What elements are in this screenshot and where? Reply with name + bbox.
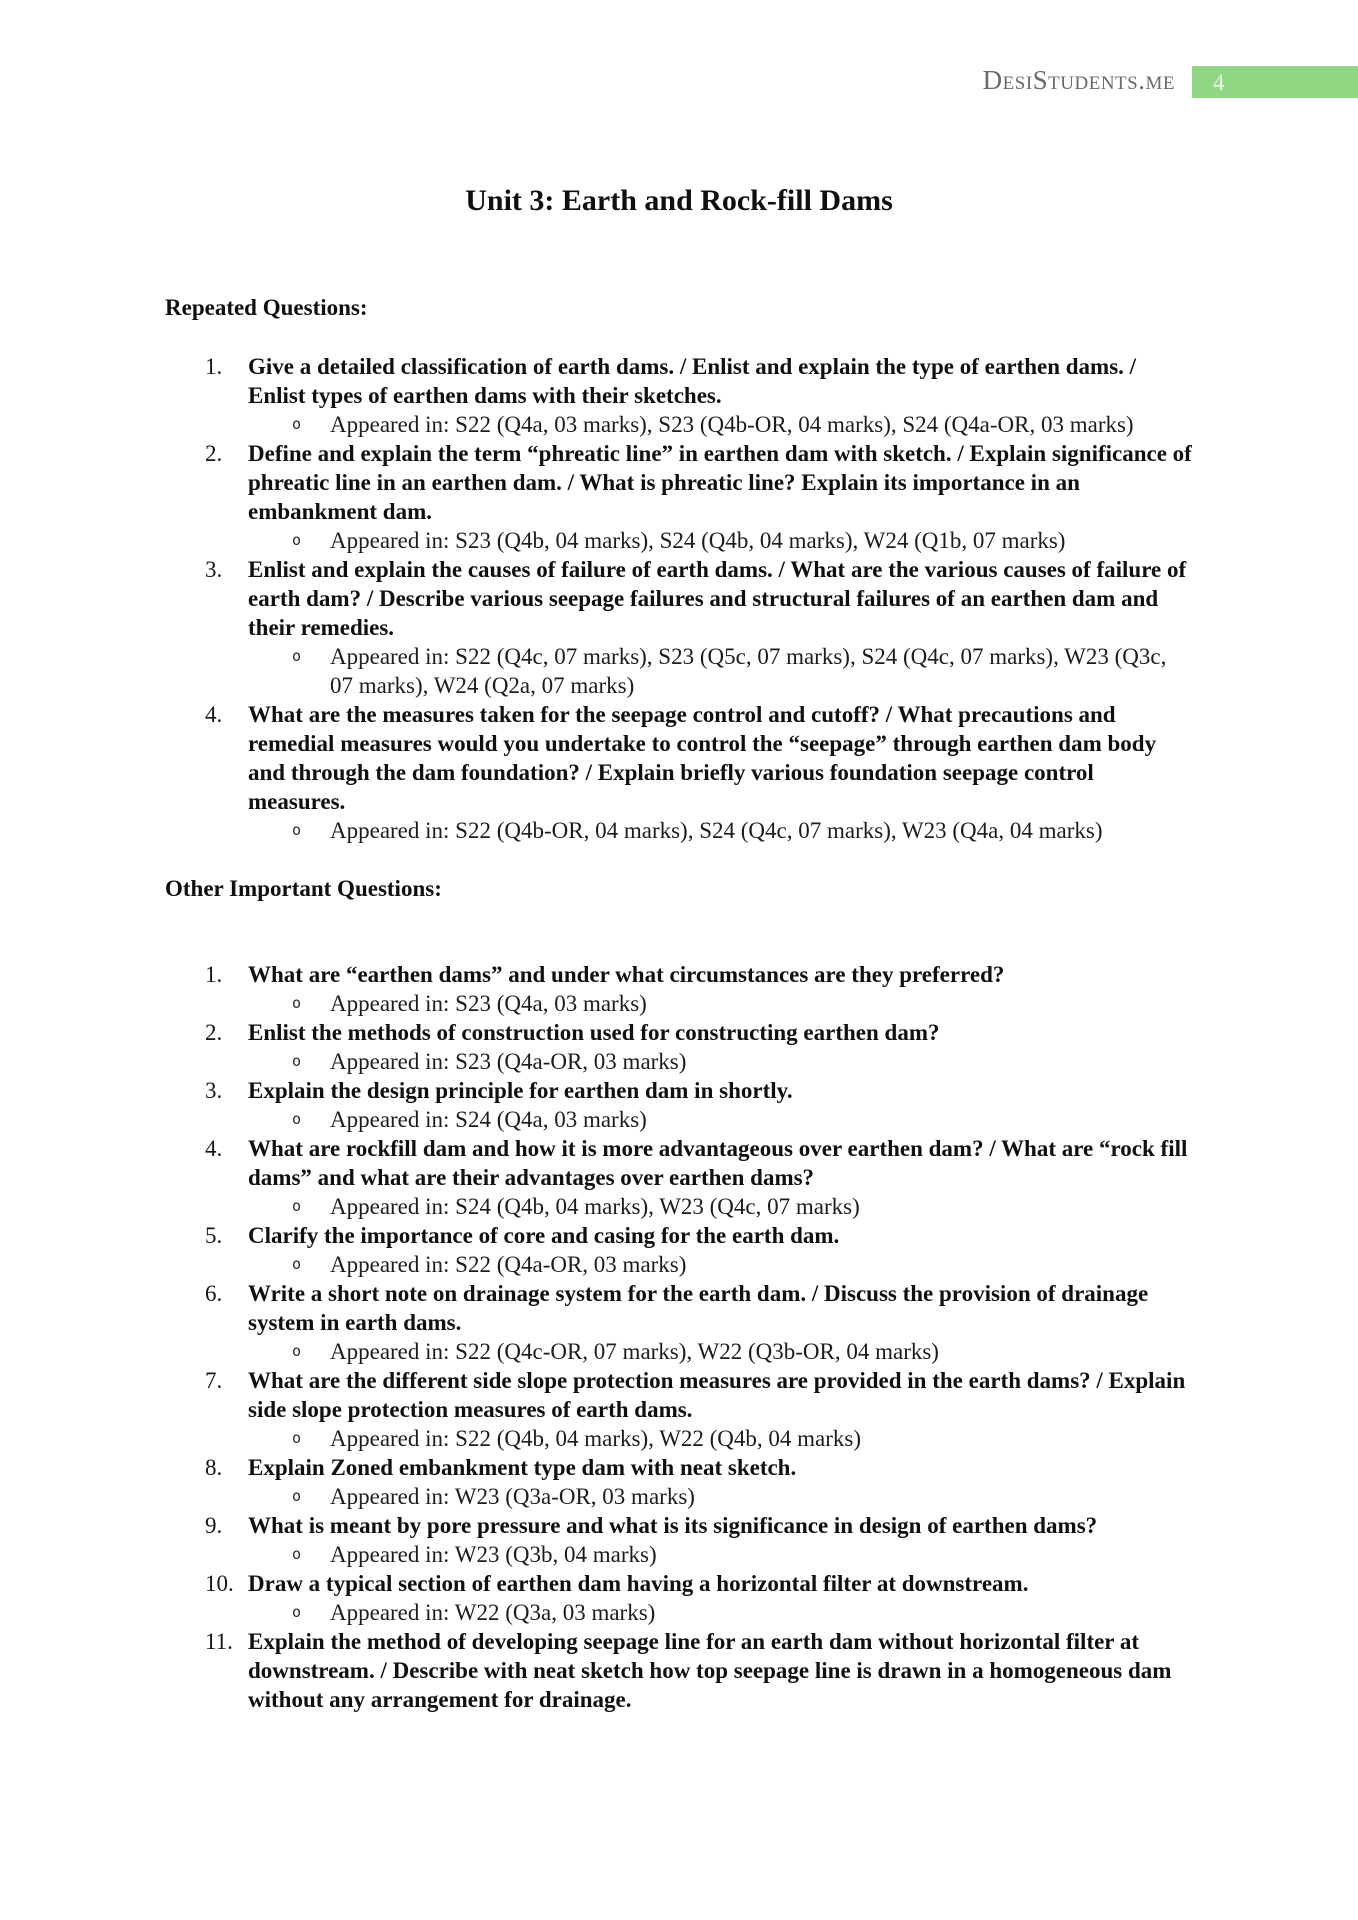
question-item: [165, 1569, 1193, 1627]
appeared-in-row: [292, 1337, 1193, 1366]
appeared-in-row: [292, 1192, 1193, 1221]
section-heading-other: Other Important Questions:: [165, 876, 442, 901]
appeared-in-text: Appeared in: S24 (Q4a, 03 marks): [330, 1107, 647, 1132]
section-repeated-questions: [165, 293, 1193, 845]
circle-bullet-icon: o: [292, 1487, 302, 1505]
circle-bullet-icon: o: [292, 1603, 302, 1621]
appeared-in-text: Appeared in: S23 (Q4a-OR, 03 marks): [330, 1049, 687, 1074]
appeared-in-row: [292, 410, 1193, 439]
question-text: What are the measures taken for the seepage control and cutoff? / What precautions and remedial measures would you undertake to control the “seepage” through earthen dam body and through the dam foundation? / Explain briefly various foundation seepage control measures.: [248, 702, 1157, 814]
appeared-in-row: [292, 1105, 1193, 1134]
question-list-repeated: [165, 352, 1193, 845]
circle-bullet-icon: o: [292, 994, 302, 1012]
question-list-other: [165, 960, 1193, 1714]
appeared-in-text: Appeared in: S24 (Q4b, 04 marks), W23 (Q4c, 07 marks): [330, 1194, 860, 1219]
circle-bullet-icon: o: [292, 821, 302, 839]
question-item: [165, 1221, 1193, 1279]
appeared-in-row: [292, 816, 1193, 845]
question-item: [165, 1018, 1193, 1076]
circle-bullet-icon: o: [292, 415, 302, 433]
question-number: 10.: [205, 1571, 234, 1596]
question-number: 4.: [205, 702, 223, 727]
question-text: What are “earthen dams” and under what circumstances are they preferred?: [248, 962, 1005, 987]
question-number: 1.: [205, 962, 223, 987]
section-other-important-questions: [165, 874, 1193, 1714]
appeared-in-row: [292, 1047, 1193, 1076]
appeared-in-row: [292, 989, 1193, 1018]
question-text: Write a short note on drainage system for the earth dam. / Discuss the provision of drainage system in earth dams.: [248, 1281, 1149, 1335]
question-text: Draw a typical section of earthen dam having a horizontal filter at downstream.: [248, 1571, 1029, 1596]
appeared-in-text: Appeared in: S22 (Q4c-OR, 07 marks), W22 (Q3b-OR, 04 marks): [330, 1339, 939, 1364]
site-brand: DesiStudents.me: [982, 65, 1175, 95]
appeared-in-text: Appeared in: S23 (Q4a, 03 marks): [330, 991, 647, 1016]
appeared-in-text: Appeared in: S22 (Q4a, 03 marks), S23 (Q4b-OR, 04 marks), S24 (Q4a-OR, 03 marks): [330, 412, 1134, 437]
section-heading-repeated: Repeated Questions:: [165, 295, 368, 320]
question-text: What is meant by pore pressure and what is its significance in design of earthen dams?: [248, 1513, 1098, 1538]
document-body: [165, 0, 1193, 1714]
appeared-in-text: Appeared in: W23 (Q3a-OR, 03 marks): [330, 1484, 695, 1509]
appeared-in-text: Appeared in: W22 (Q3a, 03 marks): [330, 1600, 656, 1625]
question-text: Give a detailed classification of earth dams. / Enlist and explain the type of earthen dams. / Enlist types of earthen dams with their sketches.: [248, 354, 1137, 408]
circle-bullet-icon: o: [292, 1110, 302, 1128]
appeared-in-row: [292, 1598, 1193, 1627]
question-item: [165, 352, 1193, 439]
question-number: 6.: [205, 1281, 223, 1306]
question-number: 1.: [205, 354, 223, 379]
question-number: 9.: [205, 1513, 223, 1538]
question-item: [165, 1279, 1193, 1366]
appeared-in-row: [292, 1250, 1193, 1279]
question-item: [165, 700, 1193, 845]
question-item: [165, 1627, 1193, 1714]
circle-bullet-icon: o: [292, 1052, 302, 1070]
question-item: [165, 1366, 1193, 1453]
page-title: Unit 3: Earth and Rock-fill Dams: [465, 184, 893, 217]
appeared-in-row: [292, 1424, 1193, 1453]
question-text: Explain Zoned embankment type dam with neat sketch.: [248, 1455, 797, 1480]
page-number-badge: [1192, 66, 1358, 98]
question-text: Clarify the importance of core and casing for the earth dam.: [248, 1223, 840, 1248]
circle-bullet-icon: o: [292, 647, 302, 665]
appeared-in-text: Appeared in: S22 (Q4c, 07 marks), S23 (Q5c, 07 marks), S24 (Q4c, 07 marks), W23 (Q3c, 07 marks), W24 (Q2a, 07 marks): [330, 644, 1167, 698]
circle-bullet-icon: o: [292, 1197, 302, 1215]
question-text: Enlist the methods of construction used for constructing earthen dam?: [248, 1020, 940, 1045]
circle-bullet-icon: o: [292, 1545, 302, 1563]
question-item: [165, 1511, 1193, 1569]
question-item: [165, 439, 1193, 555]
question-number: 11.: [205, 1629, 233, 1654]
appeared-in-text: Appeared in: S22 (Q4b-OR, 04 marks), S24 (Q4c, 07 marks), W23 (Q4a, 04 marks): [330, 818, 1103, 843]
appeared-in-row: [292, 526, 1193, 555]
appeared-in-text: Appeared in: S23 (Q4b, 04 marks), S24 (Q4b, 04 marks), W24 (Q1b, 07 marks): [330, 528, 1066, 553]
circle-bullet-icon: o: [292, 1429, 302, 1447]
question-number: 3.: [205, 557, 223, 582]
appeared-in-text: Appeared in: W23 (Q3b, 04 marks): [330, 1542, 657, 1567]
question-number: 7.: [205, 1368, 223, 1393]
question-number: 8.: [205, 1455, 223, 1480]
question-text: Define and explain the term “phreatic line” in earthen dam with sketch. / Explain significance of phreatic line in an earthen dam. / What is phreatic line? Explain its importance in an embankment dam.: [248, 441, 1192, 524]
circle-bullet-icon: o: [292, 531, 302, 549]
question-item: [165, 555, 1193, 700]
appeared-in-row: [292, 642, 1193, 700]
circle-bullet-icon: o: [292, 1342, 302, 1360]
question-text: Explain the design principle for earthen dam in shortly.: [248, 1078, 793, 1103]
question-text: What are the different side slope protection measures are provided in the earth dams? / Explain side slope protection measures of earth dams.: [248, 1368, 1186, 1422]
question-item: [165, 1453, 1193, 1511]
appeared-in-text: Appeared in: S22 (Q4a-OR, 03 marks): [330, 1252, 687, 1277]
question-text: What are rockfill dam and how it is more advantageous over earthen dam? / What are “rock fill dams” and what are their advantages over earthen dams?: [248, 1136, 1188, 1190]
question-item: [165, 1076, 1193, 1134]
page-number: 4: [1213, 70, 1225, 95]
question-number: 3.: [205, 1078, 223, 1103]
appeared-in-row: [292, 1482, 1193, 1511]
question-number: 2.: [205, 1020, 223, 1045]
question-text: Explain the method of developing seepage line for an earth dam without horizontal filter at downstream. / Describe with neat sketch how top seepage line is drawn in a homogeneous dam without any arrangement for drainage.: [248, 1629, 1172, 1712]
question-number: 4.: [205, 1136, 223, 1161]
question-number: 2.: [205, 441, 223, 466]
circle-bullet-icon: o: [292, 1255, 302, 1273]
question-text: Enlist and explain the causes of failure of earth dams. / What are the various causes of failure of earth dam? / Describe various seepage failures and structural failures of an earthen dam and their remedies.: [248, 557, 1187, 640]
question-item: [165, 1134, 1193, 1221]
appeared-in-text: Appeared in: S22 (Q4b, 04 marks), W22 (Q4b, 04 marks): [330, 1426, 862, 1451]
question-number: 5.: [205, 1223, 223, 1248]
question-item: [165, 960, 1193, 1018]
appeared-in-row: [292, 1540, 1193, 1569]
